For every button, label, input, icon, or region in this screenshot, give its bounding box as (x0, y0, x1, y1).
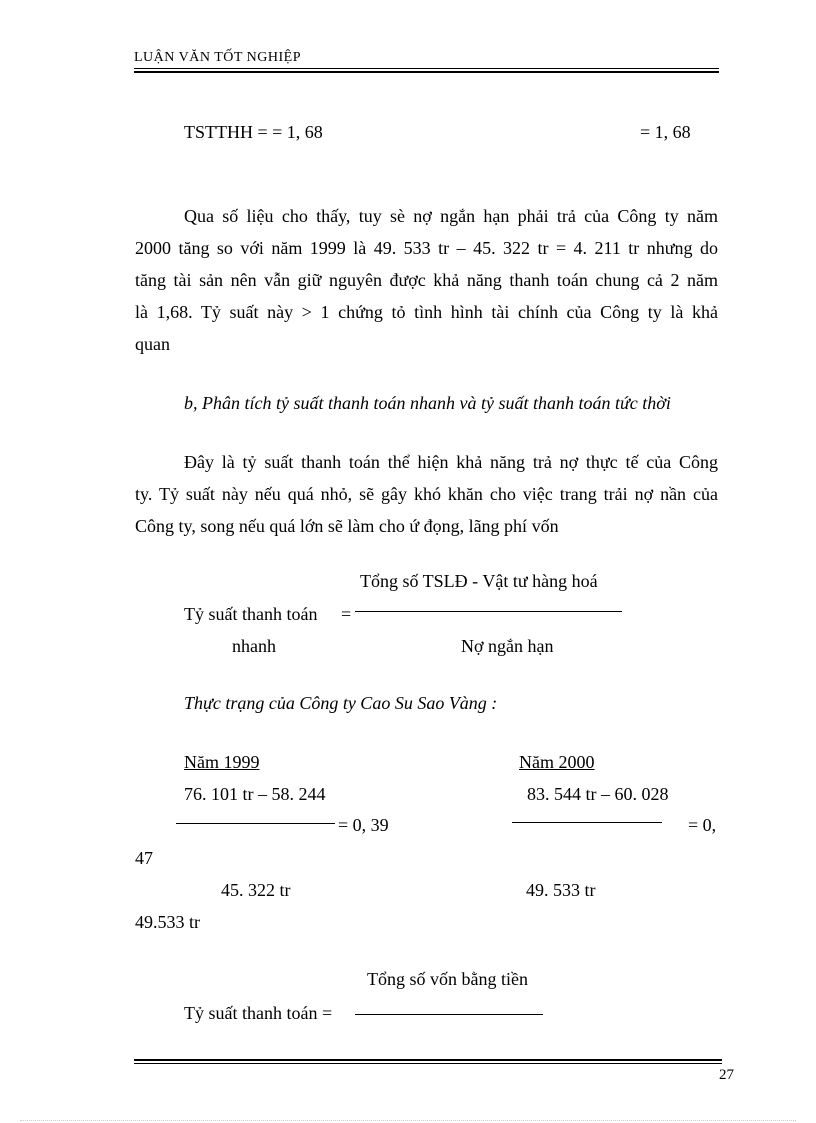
year-1999-result: = 0, 39 (338, 815, 389, 835)
footer-rule-top (134, 1059, 722, 1061)
paragraph-line: tăng tài sản nên vẫn giữ nguyên được khả năng thanh toán chung cả 2 năm (135, 270, 718, 290)
header-title: LUẬN VĂN TỐT NGHIỆP (134, 50, 301, 65)
year-2000-heading: Năm 2000 (519, 752, 595, 772)
cash-ratio-fraction-bar (355, 1014, 543, 1015)
paragraph-line: quan (135, 334, 170, 354)
footer-rule-bottom (134, 1063, 722, 1064)
section-b-title: b, Phân tích tỷ suất thanh toán nhanh và tỷ suất thanh toán tức thời (184, 393, 671, 413)
year-1999-fraction-bar (176, 823, 335, 824)
quick-ratio-denominator: Nợ ngắn hạn (461, 636, 554, 656)
header-rule-top (134, 68, 719, 69)
cash-ratio-label: Tỷ suất thanh toán = (184, 1003, 333, 1023)
paragraph-line: 2000 tăng so với năm 1999 là 49. 533 tr – 45. 322 tr = 4. 211 tr nhưng do (135, 238, 718, 258)
year-1999-numerator: 76. 101 tr – 58. 244 (184, 784, 326, 804)
paragraph-line: là 1,68. Tỷ suất này > 1 chứng tỏ tình hình tài chính của Công ty là khả (135, 302, 718, 322)
year-1999-heading: Năm 1999 (184, 752, 260, 772)
paragraph-quick-ratio (135, 446, 718, 542)
year-1999-denominator: 45. 322 tr (221, 880, 291, 900)
paragraph-line: Công ty, song nếu quá lớn sẽ làm cho ứ đọng, lãng phí vốn (135, 516, 559, 536)
quick-ratio-label: Tỷ suất thanh toán (184, 604, 318, 624)
paragraph-line: Đây là tỷ suất thanh toán thể hiện khả năng trả nợ thực tế của Công (184, 452, 718, 472)
year-2000-denominator-wrap: 49.533 tr (135, 912, 200, 932)
quick-ratio-label-2: nhanh (232, 636, 276, 656)
year-2000-result: = 0, (688, 815, 717, 835)
year-2000-result-wrap: 47 (135, 848, 153, 868)
tstthh-formula: TSTTHH = = 1, 68 (184, 122, 323, 142)
status-heading: Thực trạng của Công ty Cao Su Sao Vàng : (184, 693, 498, 713)
paragraph-line: Qua số liệu cho thấy, tuy sè nợ ngắn hạn phải trả của Công ty năm (184, 206, 718, 226)
header-rule-bottom (134, 71, 719, 73)
year-2000-fraction-bar (512, 822, 662, 823)
year-2000-numerator: 83. 544 tr – 60. 028 (527, 784, 669, 804)
tstthh-formula-right: = 1, 68 (640, 122, 691, 142)
paragraph-liquidity (135, 200, 718, 360)
year-2000-denominator: 49. 533 tr (526, 880, 596, 900)
quick-ratio-numerator: Tổng số TSLĐ - Vật tư hàng hoá (360, 571, 598, 591)
cash-ratio-numerator: Tổng số vốn bằng tiền (367, 969, 528, 989)
page-number: 27 (719, 1067, 734, 1083)
page-edge-dots (20, 1120, 796, 1122)
paragraph-line: ty. Tỷ suất này nếu quá nhỏ, sẽ gây khó khăn cho việc trang trải nợ nần của (135, 484, 718, 504)
quick-ratio-fraction-bar (355, 611, 622, 612)
quick-ratio-equals: = (341, 604, 352, 624)
